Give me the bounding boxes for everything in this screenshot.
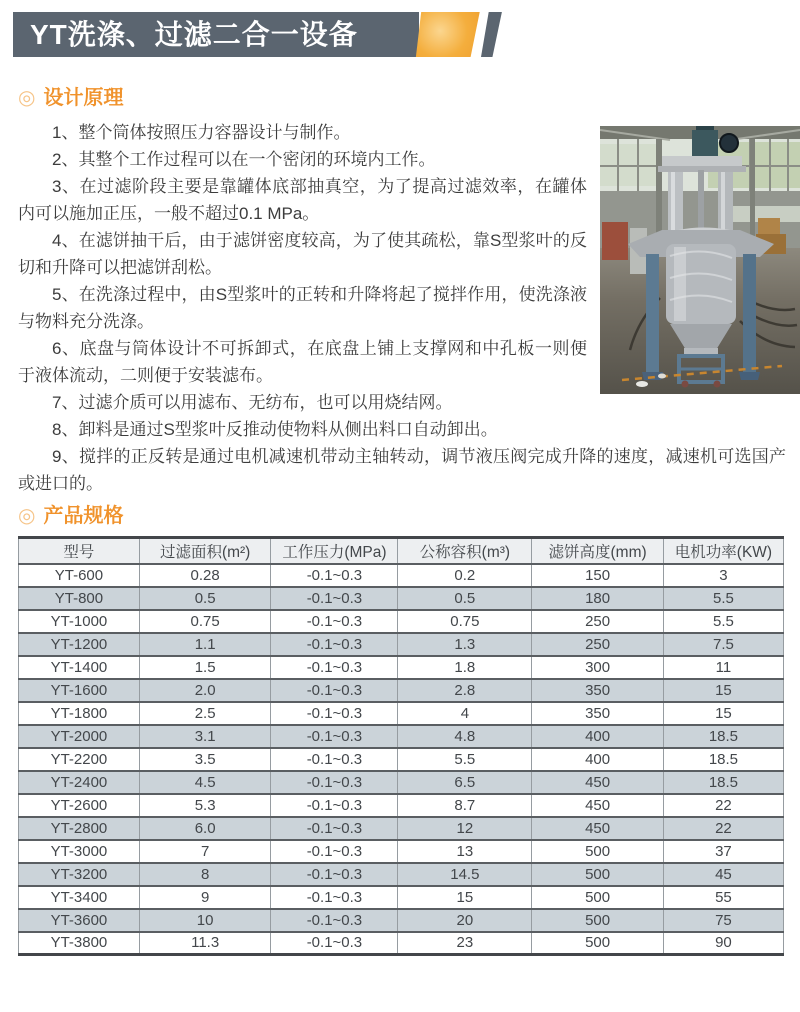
table-cell: YT-3600 — [19, 909, 140, 932]
double-circle-icon: ◎ — [18, 505, 36, 527]
table-cell: YT-3000 — [19, 840, 140, 863]
table-cell: 250 — [532, 610, 664, 633]
table-cell: 2.0 — [139, 679, 271, 702]
table-row — [19, 817, 784, 840]
table-cell: 8 — [139, 863, 271, 886]
table-cell: 4.8 — [398, 725, 532, 748]
table-cell: 500 — [532, 886, 664, 909]
table-cell: 4.5 — [139, 771, 271, 794]
table-cell: YT-1800 — [19, 702, 140, 725]
table-cell: YT-3400 — [19, 886, 140, 909]
table-cell: 6.5 — [398, 771, 532, 794]
table-cell: 11 — [663, 656, 783, 679]
column-header: 电机功率(KW) — [663, 538, 783, 564]
table-cell: 5.3 — [139, 794, 271, 817]
design-principle-item: 4、在滤饼抽干后，由于滤饼密度较高，为了使其疏松，靠S型浆叶的反切和升降可以把滤饼刮松。 — [18, 231, 587, 277]
table-cell: 15 — [663, 679, 783, 702]
column-header: 滤饼高度(mm) — [532, 538, 664, 564]
table-cell: -0.1~0.3 — [271, 932, 398, 955]
table-cell: 0.75 — [398, 610, 532, 633]
table-cell: 1.5 — [139, 656, 271, 679]
table-cell: 450 — [532, 817, 664, 840]
table-cell: YT-3200 — [19, 863, 140, 886]
table-cell: -0.1~0.3 — [271, 679, 398, 702]
table-cell: 3.5 — [139, 748, 271, 771]
table-cell: 18.5 — [663, 771, 783, 794]
design-principle-item: 9、搅拌的正反转是通过电机减速机带动主轴转动，调节液压阀完成升降的速度，减速机可选国产或进口的。 — [18, 447, 786, 493]
title-bar — [13, 12, 419, 57]
table-cell: -0.1~0.3 — [271, 886, 398, 909]
table-cell: -0.1~0.3 — [271, 587, 398, 610]
table-cell: -0.1~0.3 — [271, 656, 398, 679]
table-cell: -0.1~0.3 — [271, 564, 398, 587]
table-cell: 350 — [532, 702, 664, 725]
spec-section-title: 产品规格 — [43, 505, 124, 527]
table-cell: 1.1 — [139, 633, 271, 656]
table-cell: 9 — [139, 886, 271, 909]
table-row — [19, 794, 784, 817]
gray-slash-decoration — [481, 12, 503, 57]
column-header: 过滤面积(m²) — [139, 538, 271, 564]
table-cell: 5.5 — [398, 748, 532, 771]
table-cell: 2.5 — [139, 702, 271, 725]
table-cell: -0.1~0.3 — [271, 817, 398, 840]
table-cell: 500 — [532, 909, 664, 932]
design-principle-item: 5、在洗涤过程中，由S型浆叶的正转和升降将起了搅拌作用，使洗涤液与物料充分洗涤。 — [18, 285, 587, 331]
table-row — [19, 702, 784, 725]
table-cell: 350 — [532, 679, 664, 702]
column-header: 型号 — [19, 538, 140, 564]
table-cell: -0.1~0.3 — [271, 840, 398, 863]
table-cell: 11.3 — [139, 932, 271, 955]
design-principle-item: 2、其整个工作过程可以在一个密闭的环境内工作。 — [52, 150, 436, 169]
page-title: YT洗涤、过滤二合一设备 — [30, 19, 358, 50]
table-cell: 15 — [663, 702, 783, 725]
table-cell: 7.5 — [663, 633, 783, 656]
design-principle-item: 3、在过滤阶段主要是靠罐体底部抽真空，为了提高过滤效率，在罐体内可以施加正压，一般不超过0.1 MPa。 — [18, 177, 587, 223]
table-cell: YT-600 — [19, 564, 140, 587]
table-cell: -0.1~0.3 — [271, 725, 398, 748]
table-row — [19, 679, 784, 702]
page-header — [13, 12, 533, 57]
table-cell: YT-1600 — [19, 679, 140, 702]
design-principle-item: 7、过滤介质可以用滤布、无纺布，也可以用烧结网。 — [52, 393, 453, 412]
table-row — [19, 610, 784, 633]
table-cell: 500 — [532, 840, 664, 863]
table-cell: 2.8 — [398, 679, 532, 702]
table-cell: 90 — [663, 932, 783, 955]
table-cell: 3.1 — [139, 725, 271, 748]
table-cell: 0.28 — [139, 564, 271, 587]
double-circle-icon: ◎ — [18, 87, 36, 109]
table-cell: 450 — [532, 771, 664, 794]
table-cell: 37 — [663, 840, 783, 863]
table-cell: 450 — [532, 794, 664, 817]
table-cell: YT-800 — [19, 587, 140, 610]
table-cell: -0.1~0.3 — [271, 863, 398, 886]
table-row — [19, 633, 784, 656]
column-header: 工作压力(MPa) — [271, 538, 398, 564]
table-row — [19, 725, 784, 748]
table-cell: 0.5 — [398, 587, 532, 610]
table-cell: -0.1~0.3 — [271, 794, 398, 817]
table-cell: -0.1~0.3 — [271, 748, 398, 771]
table-cell: YT-2200 — [19, 748, 140, 771]
table-row — [19, 771, 784, 794]
table-cell: 180 — [532, 587, 664, 610]
design-section-title: 设计原理 — [43, 87, 124, 109]
table-cell: 0.2 — [398, 564, 532, 587]
table-cell: -0.1~0.3 — [271, 909, 398, 932]
table-row — [19, 656, 784, 679]
design-principle-item: 1、整个筒体按照压力容器设计与制作。 — [52, 123, 351, 142]
table-cell: 0.5 — [139, 587, 271, 610]
spec-table-header-row — [19, 538, 784, 564]
product-photo — [600, 126, 800, 394]
table-cell: YT-2000 — [19, 725, 140, 748]
table-cell: 6.0 — [139, 817, 271, 840]
spec-table-body — [19, 564, 784, 955]
table-cell: 250 — [532, 633, 664, 656]
table-cell: YT-2600 — [19, 794, 140, 817]
table-cell: 400 — [532, 748, 664, 771]
table-cell: 55 — [663, 886, 783, 909]
table-cell: YT-2400 — [19, 771, 140, 794]
table-cell: 15 — [398, 886, 532, 909]
table-cell: -0.1~0.3 — [271, 610, 398, 633]
table-cell: 1.3 — [398, 633, 532, 656]
table-cell: -0.1~0.3 — [271, 633, 398, 656]
table-row — [19, 932, 784, 955]
table-cell: 4 — [398, 702, 532, 725]
table-row — [19, 564, 784, 587]
table-cell: YT-2800 — [19, 817, 140, 840]
table-row — [19, 840, 784, 863]
table-cell: 500 — [532, 932, 664, 955]
design-section-heading — [18, 87, 786, 110]
column-header: 公称容积(m³) — [398, 538, 532, 564]
spec-section-heading — [18, 505, 786, 528]
table-cell: 0.75 — [139, 610, 271, 633]
table-row — [19, 863, 784, 886]
table-cell: 10 — [139, 909, 271, 932]
table-row — [19, 587, 784, 610]
spec-section — [18, 505, 786, 956]
design-principle-item: 6、底盘与筒体设计不可拆卸式，在底盘上铺上支撑网和中孔板一则便于液体流动，二则便于安装滤布。 — [18, 339, 587, 385]
table-cell: 3 — [663, 564, 783, 587]
table-cell: 23 — [398, 932, 532, 955]
table-cell: 7 — [139, 840, 271, 863]
table-cell: 300 — [532, 656, 664, 679]
table-cell: 22 — [663, 794, 783, 817]
table-cell: YT-1000 — [19, 610, 140, 633]
table-cell: 20 — [398, 909, 532, 932]
table-cell: -0.1~0.3 — [271, 702, 398, 725]
table-cell: 12 — [398, 817, 532, 840]
spec-table — [18, 536, 784, 956]
table-cell: 18.5 — [663, 725, 783, 748]
main-content — [0, 87, 800, 956]
table-cell: 13 — [398, 840, 532, 863]
product-photo-illustration — [600, 126, 800, 394]
table-row — [19, 886, 784, 909]
table-cell: 75 — [663, 909, 783, 932]
table-cell: YT-1400 — [19, 656, 140, 679]
design-principle-item: 8、卸料是通过S型浆叶反推动使物料从侧出料口自动卸出。 — [52, 420, 498, 439]
table-cell: 500 — [532, 863, 664, 886]
table-row — [19, 748, 784, 771]
table-cell: 22 — [663, 817, 783, 840]
table-cell: 5.5 — [663, 587, 783, 610]
table-cell: -0.1~0.3 — [271, 771, 398, 794]
table-cell: 150 — [532, 564, 664, 587]
table-cell: 5.5 — [663, 610, 783, 633]
table-row — [19, 909, 784, 932]
table-cell: YT-1200 — [19, 633, 140, 656]
table-cell: 1.8 — [398, 656, 532, 679]
table-cell: 8.7 — [398, 794, 532, 817]
table-cell: 400 — [532, 725, 664, 748]
table-cell: YT-3800 — [19, 932, 140, 955]
table-cell: 45 — [663, 863, 783, 886]
table-cell: 14.5 — [398, 863, 532, 886]
design-principles — [18, 119, 786, 497]
table-cell: 18.5 — [663, 748, 783, 771]
